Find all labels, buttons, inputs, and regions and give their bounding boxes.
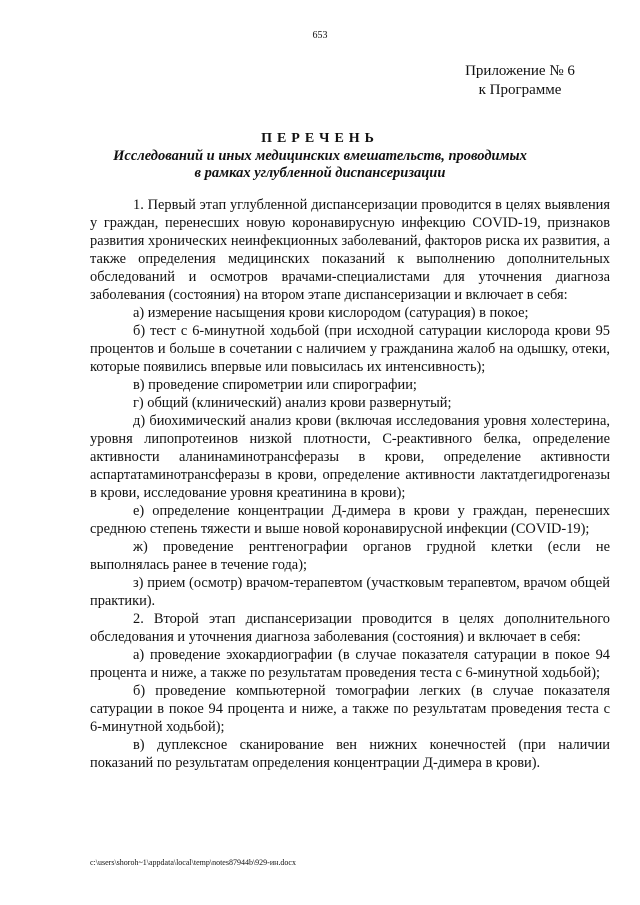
list-item-1e: д) биохимический анализ крови (включая исследования уровня холестерина, уровня липопротеинов низкой плотности, С-реактивного белка, определение активности аланинаминотрансферазы в крови, определение активности аспартатаминотрансферазы в крови, определение активности лактатдегидрогеназы в крови, исследование уровня креатинина в крови); bbox=[90, 413, 610, 501]
page-number: 653 bbox=[312, 30, 328, 41]
list-item-1h: з) прием (осмотр) врачом-терапевтом (участковым терапевтом, врачом общей практики). bbox=[90, 575, 610, 609]
document-title: ПЕРЕЧЕНЬ bbox=[261, 131, 379, 146]
appendix-reference: к Программе bbox=[478, 82, 562, 98]
document-subtitle-line-2: в рамках углубленной диспансеризации bbox=[194, 165, 446, 181]
paragraph-stage-1-intro: 1. Первый этап углубленной диспансеризации проводится в целях выявления у граждан, перенесших новую коронавирусную инфекцию COVID-19, признаков развития хронических неинфекционных заболеваний, факторов риска их развития, а также определения медицинских показаний к выполнению дополнительных обследований и осмотров врачами-специалистами для уточнения диагноза заболевания (состояния) на втором этапе диспансеризации и включает в себя: bbox=[90, 197, 610, 303]
list-item-1f: е) определение концентрации Д-димера в крови у граждан, перенесших среднюю степень тяжести и выше новой коронавирусной инфекции (COVID-19); bbox=[90, 503, 610, 537]
document-subtitle-line-1: Исследований и иных медицинских вмешательств, проводимых bbox=[113, 148, 527, 164]
appendix-label bbox=[430, 62, 610, 100]
list-item-1b: б) тест с 6-минутной ходьбой (при исходной сатурации кислорода крови 95 процентов и больше в сочетании с наличием у гражданина жалоб на одышку, отеки, которые появились впервые или повысилась их интенсивность); bbox=[90, 323, 610, 375]
document-heading bbox=[0, 130, 640, 182]
list-item-1g: ж) проведение рентгенографии органов грудной клетки (если не выполнялась ранее в течение года); bbox=[90, 539, 610, 573]
list-item-2b: б) проведение компьютерной томографии легких (в случае показателя сатурации в покое 94 процента и ниже, а также по результатам проведения теста с 6-минутной ходьбой); bbox=[90, 683, 610, 735]
file-path-footer: c:\users\shoroh~1\appdata\local\temp\notes87944b\929-ин.docx bbox=[90, 858, 296, 867]
list-item-2c: в) дуплексное сканирование вен нижних конечностей (при наличии показаний по результатам определения концентрации Д-димера в крови). bbox=[90, 737, 610, 771]
list-item-1d: г) общий (клинический) анализ крови развернутый; bbox=[133, 395, 452, 411]
appendix-number: Приложение № 6 bbox=[465, 63, 575, 79]
document-body bbox=[90, 196, 610, 772]
list-item-1a: а) измерение насыщения крови кислородом (сатурация) в покое; bbox=[133, 305, 529, 321]
paragraph-stage-2-intro: 2. Второй этап диспансеризации проводится в целях дополнительного обследования и уточнения диагноза заболевания (состояния) и включает в себя: bbox=[90, 611, 610, 645]
list-item-1c: в) проведение спирометрии или спирографии; bbox=[133, 377, 417, 393]
list-item-2a: а) проведение эхокардиографии (в случае показателя сатурации в покое 94 процента и ниже, а также по результатам проведения теста с 6-минутной ходьбой); bbox=[90, 647, 610, 681]
